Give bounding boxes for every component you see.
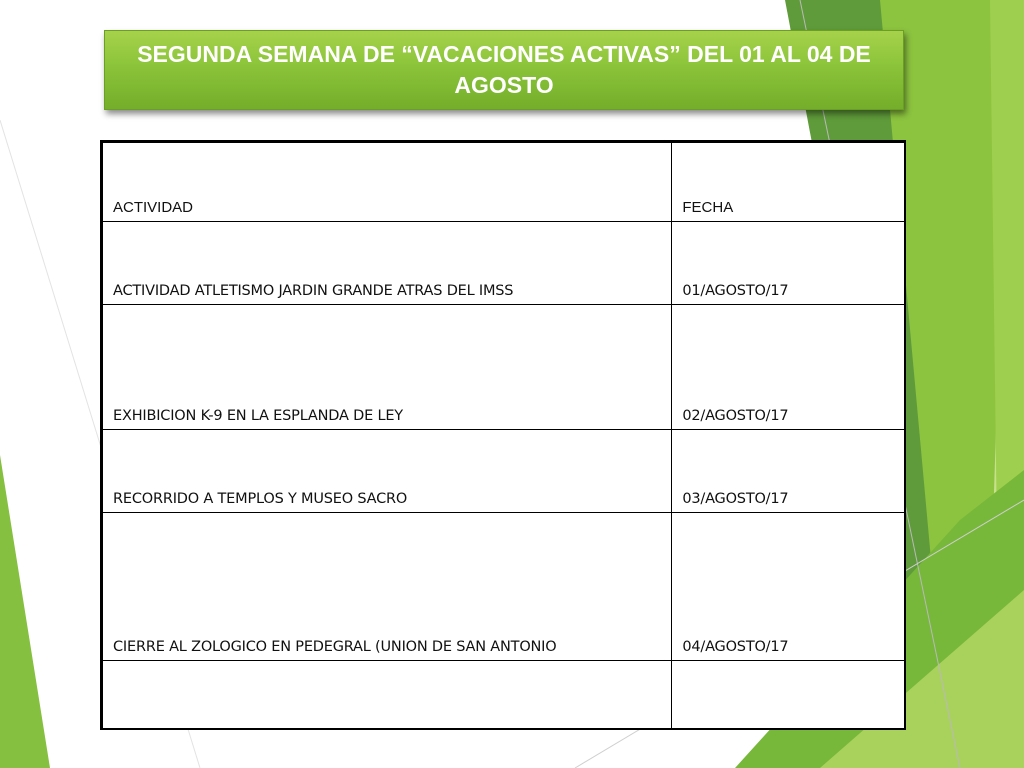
activities-table — [100, 140, 906, 730]
table-row — [102, 430, 906, 513]
row-date: 04/AGOSTO/17 — [672, 513, 905, 661]
table-header-row — [102, 142, 906, 222]
table-row — [102, 305, 906, 430]
slide-title: SEGUNDA SEMANA DE “VACACIONES ACTIVAS” DEL 01 AL 04 DE AGOSTO — [137, 41, 871, 98]
table-row — [102, 222, 906, 305]
row-activity: ACTIVIDAD ATLETISMO JARDIN GRANDE ATRAS DEL IMSS — [102, 222, 672, 305]
bg-shape-left-wedge — [0, 455, 50, 768]
row-activity: EXHIBICION K-9 EN LA ESPLANDA DE LEY — [102, 305, 672, 430]
row-activity: CIERRE AL ZOLOGICO EN PEDEGRAL (UNION DE SAN ANTONIO — [102, 513, 672, 661]
table-row — [102, 513, 906, 661]
table-row — [102, 661, 906, 729]
row-date: 01/AGOSTO/17 — [672, 222, 905, 305]
row-activity: RECORRIDO A TEMPLOS Y MUSEO SACRO — [102, 430, 672, 513]
header-activity: ACTIVIDAD — [102, 142, 672, 222]
row-date — [672, 661, 905, 729]
row-activity — [102, 661, 672, 729]
row-date: 02/AGOSTO/17 — [672, 305, 905, 430]
header-date: FECHA — [672, 142, 905, 222]
row-date: 03/AGOSTO/17 — [672, 430, 905, 513]
title-banner — [104, 30, 904, 110]
